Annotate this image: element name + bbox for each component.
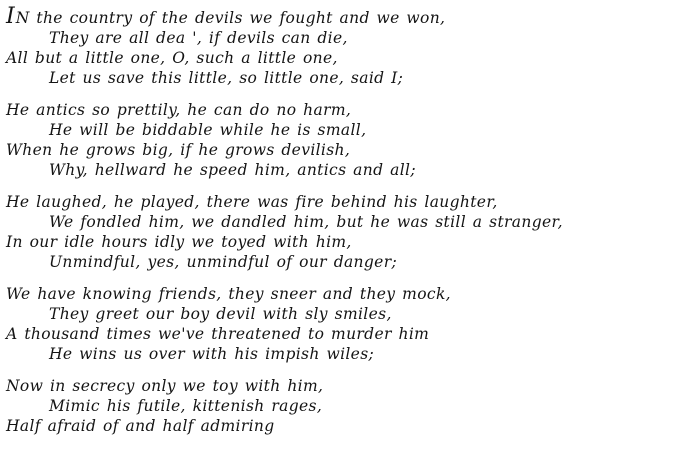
verse-line: He will be biddable while he is small, bbox=[49, 121, 367, 139]
verse-line: When he grows big, if he grows devilish, bbox=[6, 141, 351, 159]
verse-line: He wins us over with his impish wiles; bbox=[49, 345, 375, 363]
verse-line: All but a little one, O, such a little one, bbox=[6, 49, 338, 67]
verse-line: Half afraid of and half admiring bbox=[6, 417, 275, 435]
verse-line: They are all dea ', if devils can die, bbox=[49, 29, 348, 47]
drop-cap: I bbox=[6, 4, 15, 29]
stanza-2 bbox=[6, 100, 696, 180]
verse-line: He laughed, he played, there was fire behind his laughter, bbox=[6, 193, 498, 211]
stanza-4 bbox=[6, 284, 696, 364]
stanza-5 bbox=[6, 376, 696, 436]
verse-line: We fondled him, we dandled him, but he was still a stranger, bbox=[49, 213, 563, 231]
verse-line: A thousand times we've threatened to murder him bbox=[6, 325, 430, 343]
poem bbox=[6, 4, 696, 448]
verse-line: Why, hellward he speed him, antics and all; bbox=[49, 161, 416, 179]
stanza-3 bbox=[6, 192, 696, 272]
verse-line: Now in secrecy only we toy with him, bbox=[6, 377, 324, 395]
verse-line: He antics so prettily, he can do no harm, bbox=[6, 101, 352, 119]
verse-line: We have knowing friends, they sneer and they mock, bbox=[6, 285, 451, 303]
verse-line: Let us save this little, so little one, said I; bbox=[49, 69, 404, 87]
verse-line: They greet our boy devil with sly smiles, bbox=[49, 305, 392, 323]
verse-line bbox=[6, 4, 696, 29]
verse-line: Unmindful, yes, unmindful of our danger; bbox=[49, 253, 398, 271]
stanza-1 bbox=[6, 4, 696, 88]
verse-line: Mimic his futile, kittenish rages, bbox=[49, 397, 323, 415]
verse-line: In our idle hours idly we toyed with him, bbox=[6, 233, 352, 251]
verse-line-text: N the country of the devils we fought and we won, bbox=[15, 9, 446, 27]
